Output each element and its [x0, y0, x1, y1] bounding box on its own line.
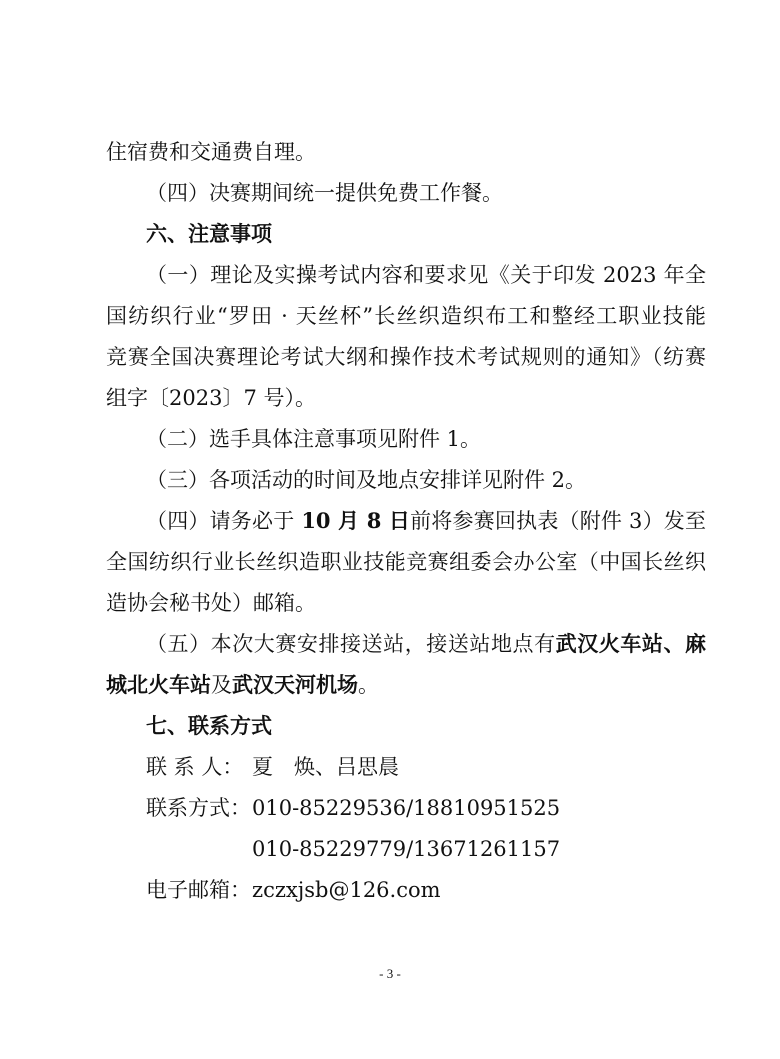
notes-item-4-prefix: （四）请务必于	[146, 509, 302, 533]
notes-item-4-line-2: 全国纺织行业长丝织造职业技能竞赛组委会办公室（中国长丝织	[106, 550, 706, 574]
paragraph-housing: 住宿费和交通费自理。	[106, 140, 316, 164]
notes-item-5-line-1	[146, 629, 706, 659]
notes-item-4-line-3: 造协会秘书处）邮箱。	[106, 591, 316, 615]
deadline-date: 10 月 8 日	[301, 508, 411, 533]
notes-item-3: （三）各项活动的时间及地点安排详见附件 2。	[146, 468, 587, 492]
contact-phone-2: 010-85229779/13671261157	[252, 837, 561, 861]
paragraph-meals: （四）决赛期间统一提供免费工作餐。	[146, 181, 503, 205]
pickup-location-wuhan-station: 武汉火车站、麻	[555, 631, 707, 656]
notes-item-1-line-3: 竞赛全国决赛理论考试大纲和操作技术考试规则的通知》（纺赛	[106, 345, 706, 369]
notes-item-5-conjunction: 及	[211, 673, 232, 697]
contact-email-label: 电子邮箱：	[146, 878, 251, 902]
contact-phone-label: 联系方式：	[146, 796, 251, 820]
notes-item-4-suffix: 前将参赛回执表（附件 3）发至	[410, 509, 706, 533]
pickup-location-macheng-north: 城北火车站	[106, 672, 211, 697]
notes-item-1-line-4: 组字〔2023〕7 号）。	[106, 386, 316, 410]
notes-item-5-prefix: （五）本次大赛安排接送站，接送站地点有	[146, 632, 556, 656]
section-heading-notes: 六、注意事项	[146, 222, 272, 246]
notes-item-1-line-1: （一）理论及实操考试内容和要求见《关于印发 2023 年全	[146, 263, 706, 287]
contact-phone-1: 010-85229536/18810951525	[252, 796, 561, 820]
contact-email-value: zczxjsb@126.com	[252, 878, 441, 902]
notes-item-4-line-1	[146, 506, 706, 536]
notes-item-2: （二）选手具体注意事项见附件 1。	[146, 427, 482, 451]
contact-person-label: 联 系 人：	[146, 755, 244, 779]
section-heading-contact: 七、联系方式	[146, 714, 272, 738]
notes-item-5-end: 。	[358, 673, 379, 697]
page-number: - 3 -	[379, 966, 401, 981]
notes-item-5-line-2	[106, 670, 706, 700]
pickup-location-tianhe-airport: 武汉天河机场	[232, 672, 358, 697]
contact-person-value: 夏 焕、吕思晨	[252, 755, 399, 779]
notes-item-1-line-2: 国纺织行业“罗田 · 天丝杯”长丝织造织布工和整经工职业技能	[106, 304, 706, 328]
